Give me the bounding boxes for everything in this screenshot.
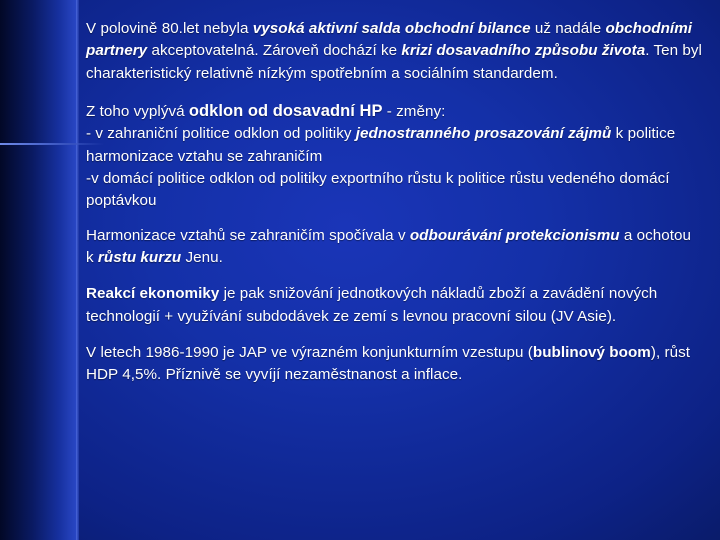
p5-run-3: ), růst HDP 4,5%. Příznivě se vyvíjí nezaměstnanost a inflace. (86, 344, 691, 384)
p1-run-2: vysoká aktivní salda obchodní bilance (252, 20, 531, 37)
p5-run-1: V letech 1986-1990 je JAP ve výrazném konjunkturním vzestupu ( (86, 344, 533, 362)
slide-content (86, 18, 702, 401)
paragraph-3 (86, 225, 702, 270)
p5-run-2: bublinový boom (532, 344, 651, 362)
p2-run-6: k politice harmonizace vztahu se zahraničím (86, 125, 676, 165)
paragraph-4 (86, 283, 702, 328)
p2-run-2: odklon od dosavadní HP (188, 102, 383, 121)
left-accent-bar (0, 0, 78, 540)
p3-run-5: Jenu. (181, 249, 223, 267)
p2-run-1: Z toho vyplývá (86, 103, 189, 121)
paragraph-2 (86, 99, 702, 213)
p3-run-2: odbourávání protekcionismu (409, 226, 620, 244)
p1-run-4: obchodními partnery (86, 20, 693, 60)
p1-run-5: akceptovatelná. Zároveň dochází ke (147, 42, 402, 60)
p4-run-2: je pak snižování jednotkových nákladů zboží a zavádění nových technologií + využívání subdodávek ze zemí s levnou pracovní silou (JV Asie). (86, 285, 658, 325)
p1-run-7: . Ten byl charakteristický relativně nízkým spotřebním a sociálním standardem. (86, 42, 702, 82)
p1-run-3: už nadále (530, 20, 606, 37)
p2-run-3: - změny: (382, 103, 446, 121)
paragraph-1 (86, 18, 702, 85)
left-accent-bar-edge (76, 0, 79, 540)
p2-run-4: - v zahraniční politice odklon od politiky (86, 125, 356, 143)
p1-run-6: krizi dosavadního způsobu života (401, 42, 646, 60)
p4-run-1: Reakcí ekonomiky (86, 285, 220, 303)
paragraph-5 (86, 342, 702, 387)
p3-run-3: a ochotou k (86, 226, 692, 267)
p3-run-1: Harmonizace vztahů se zahraničím spočívala v (86, 226, 410, 244)
p2-run-7: -v domácí politice odklon od politiky exportního růstu k politice růstu vedeného domácí poptávkou (86, 170, 670, 210)
p3-run-4: růstu kurzu (97, 249, 182, 267)
p2-run-5: jednostranného prosazování zájmů (355, 125, 612, 143)
p1-run-1: V polovině 80.let nebyla (86, 20, 253, 37)
